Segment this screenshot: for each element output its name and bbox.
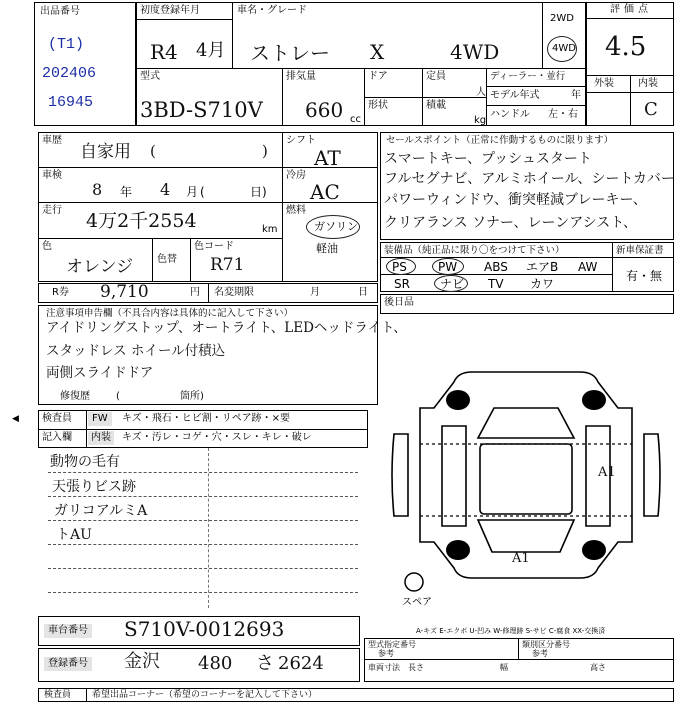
note-line: スタッドレス ホイール付積込 [46, 343, 226, 359]
car-name-value: ストレー [250, 41, 330, 65]
warranty-label: 新車保証書 [616, 245, 664, 256]
inspector-note: ガリコアルミA [54, 503, 148, 519]
displacement-label: 排気量 [286, 71, 316, 82]
sales-points-label: セールスポイント（正常に作動するものに限ります） [386, 135, 614, 146]
equip-aw: AW [578, 260, 598, 274]
name-change-label: 名変期限 [214, 287, 254, 298]
history-label: 車歴 [42, 135, 62, 146]
color-label: 色 [42, 241, 52, 252]
sales-point-line: フルセグナビ、アルミホイール、シートカバー [384, 171, 675, 187]
first-reg-label: 初度登録年月 [140, 5, 200, 16]
shaken-month: 4 [160, 180, 171, 199]
car-diagram [380, 316, 674, 612]
inspector-note: 天張りビス跡 [52, 479, 136, 495]
repair-unit: 箇所) [180, 391, 204, 402]
class-number-label: 類別区分番号 [522, 640, 570, 649]
sales-point-line: クリアランス ソナー、レーンアシスト、 [384, 215, 637, 231]
fw-legend: キズ・飛石・ヒビ割・リペア跡・×要 [122, 413, 290, 424]
equip-circle-mark [432, 258, 464, 275]
drive-circle-mark [547, 36, 577, 62]
notes-label: 注意事項申告欄（不具合内容は具体的に記入して下さい） [46, 308, 294, 319]
shaken-day-paren: ( [200, 185, 205, 199]
inspector-label: 検査員 [42, 413, 72, 424]
dimension-height: 高さ [590, 663, 606, 672]
class-number-sub: 参考 [532, 649, 548, 658]
entry-label: 記入欄 [42, 432, 72, 443]
recycle-unit: 円 [190, 287, 200, 298]
name-change-month: 月 [310, 287, 320, 298]
shaken-month-unit: 月 [186, 185, 199, 199]
sales-point-line: パワーウィンドウ、衝突軽減ブレーキー、 [384, 192, 647, 208]
load-unit: kg [474, 115, 487, 126]
equip-tv: TV [488, 277, 504, 291]
equipment-label: 装備品（純正品に限り〇をつけて下さい） [384, 245, 565, 256]
repair-history-label: 修復歴 [60, 391, 90, 402]
shaken-year-unit: 年 [120, 185, 133, 199]
damage-mark: A1 [512, 551, 530, 566]
drive-value: 4WD [450, 40, 500, 64]
capacity-label: 定員 [426, 71, 446, 82]
note-line: アイドリングストップ、オートライト、LEDヘッドライト、 [46, 320, 407, 336]
model-year-label: モデル年式 [490, 90, 540, 101]
footer-inspector-label: 検査員 [44, 690, 72, 700]
handle-options: 左・右 [548, 109, 578, 120]
displacement-unit: cc [350, 114, 361, 125]
ac-value: AC [310, 180, 340, 204]
registration-label: 登録番号 [44, 657, 92, 671]
model-value: 3BD-S710V [140, 98, 263, 122]
after-items-label: 後日品 [384, 297, 414, 308]
drive-option-2wd: 2WD [550, 13, 574, 24]
dealer-label: ディーラー・並行 [490, 71, 566, 82]
first-reg-year: R4 [150, 40, 178, 64]
handle-label: ハンドル [490, 109, 530, 120]
fuel-label: 燃料 [286, 205, 306, 216]
interior-grade: C [644, 99, 658, 120]
equip-airbag: エアB [526, 260, 559, 274]
type-spec-label: 型式指定番号 [368, 640, 416, 649]
interior-label: 内装 [638, 78, 658, 89]
inspector-note: 動物の毛有 [50, 454, 120, 470]
mileage-label: 走行 [42, 205, 62, 216]
dimensions-label: 車両寸法 [368, 663, 400, 672]
recycle-label: R券 [52, 287, 69, 298]
repair-paren: ( [116, 391, 120, 402]
mileage-value: 4万2千2554 [86, 210, 197, 232]
registration-num2: 2624 [278, 653, 324, 674]
fuel-light-oil: 軽油 [316, 242, 338, 255]
after-items-box [380, 294, 674, 314]
chassis-value: S710V-0012693 [124, 617, 285, 641]
shaken-label: 車検 [42, 170, 62, 181]
dimension-width: 幅 [500, 663, 508, 672]
damage-mark: A1 [598, 465, 616, 480]
interior-tag: 内装 [88, 431, 114, 445]
color-code-label: 色コード [194, 241, 234, 252]
color-value: オレンジ [66, 257, 134, 277]
door-label: ドア [368, 71, 388, 82]
score-value: 4.5 [605, 32, 647, 62]
exterior-label: 外装 [594, 78, 614, 89]
fuel-circle-mark [306, 215, 360, 239]
equip-ps: PS [392, 260, 407, 274]
history-paren-open: ( [150, 142, 156, 160]
registration-kana: さ [256, 653, 274, 674]
load-label: 積載 [426, 100, 446, 111]
fuel-gasoline: ガソリン [314, 220, 358, 233]
inspector-note: トAU [56, 527, 92, 543]
registration-city: 金沢 [124, 651, 160, 672]
first-reg-month: 4月 [196, 40, 226, 61]
equip-leather: カワ [530, 277, 555, 291]
color-code-value: R71 [210, 255, 245, 275]
footer-corner-label: 希望出品コーナー（希望のコーナーを記入して下さい） [92, 690, 318, 700]
shift-label: シフト [286, 135, 316, 146]
interior-legend: キズ・汚レ・コゲ・穴・スレ・キレ・破レ [122, 432, 312, 443]
displacement-value: 660 [305, 98, 344, 122]
history-value: 自家用 [80, 142, 131, 162]
name-change-day: 日 [358, 287, 368, 298]
damage-legend: A-キズ E-エクボ U-凹み W-修理跡 S-サビ C-腐食 XX-交換済 [416, 627, 606, 635]
type-spec-sub: 参考 [378, 649, 394, 658]
car-diagram-svg [380, 316, 674, 612]
ac-label: 冷房 [286, 170, 306, 181]
fw-tag: FW [88, 412, 112, 426]
car-name-label: 車名・グレード [237, 5, 307, 16]
shape-label: 形状 [368, 100, 388, 111]
spare-label: スペア [402, 597, 432, 608]
lot-label: 出品番号 [40, 6, 80, 17]
lot-line3: 16945 [48, 94, 94, 111]
shift-value: AT [314, 146, 341, 170]
spare-tire-icon [405, 573, 423, 591]
note-line: 両側スライドドア [46, 365, 154, 381]
warranty-value: 有・無 [626, 269, 663, 283]
equip-circle-mark [434, 275, 468, 292]
model-year-unit: 年 [571, 90, 581, 101]
capacity-unit: 人 [476, 87, 486, 98]
sales-point-line: スマートキー、プッシュスタート [384, 151, 592, 167]
shaken-day-unit: 日) [250, 185, 267, 199]
model-label: 型式 [140, 71, 160, 82]
lot-line1: (T1) [48, 36, 85, 53]
mileage-unit: km [262, 224, 278, 235]
chassis-label: 車台番号 [44, 624, 92, 638]
equip-circle-mark [386, 258, 416, 275]
drive-option-4wd: 4WD [552, 43, 576, 54]
equip-navi: ナビ [440, 277, 465, 291]
left-arrow-icon: ◀ [12, 414, 19, 424]
recycle-value: 9,710 [100, 282, 149, 302]
lot-line2: 202406 [42, 65, 97, 82]
dimension-length: 長さ [408, 663, 424, 672]
repaint-label: 色替 [157, 254, 177, 265]
equip-abs: ABS [484, 260, 508, 274]
history-paren-close: ) [262, 142, 268, 160]
registration-num1: 480 [198, 653, 233, 674]
score-label: 評価点 [610, 4, 652, 15]
grade-value: X [370, 40, 385, 64]
equip-sr: SR [394, 277, 410, 291]
equip-pw: PW [438, 260, 458, 274]
shaken-year: 8 [92, 180, 103, 199]
